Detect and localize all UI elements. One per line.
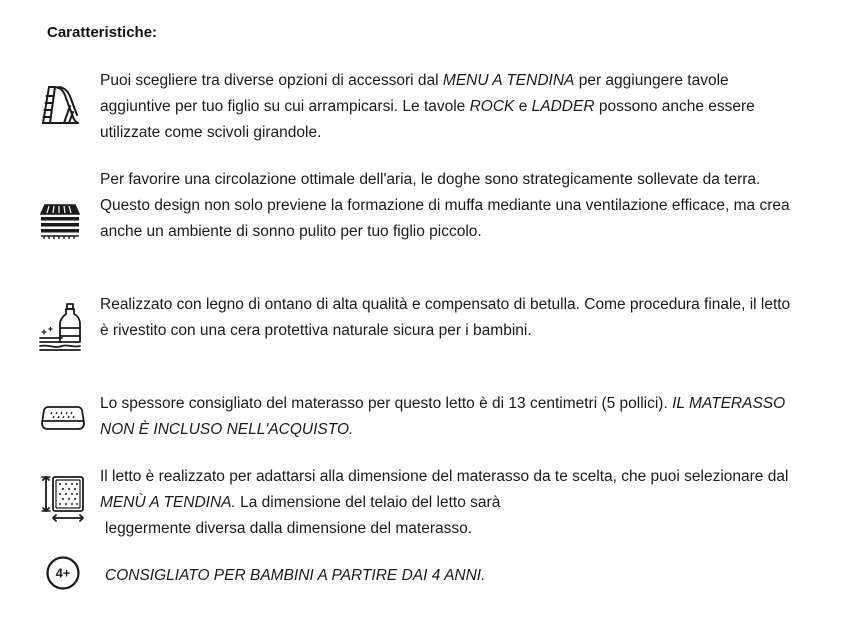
mattress-icon — [40, 405, 86, 431]
ladder-slide-icon — [40, 84, 80, 126]
wood-wax-icon — [38, 302, 82, 352]
feature-text: Lo spessore consigliato del materasso per questo letto è di 13 centimetri (5 pollici). IL MATERASSO NON È INCLUSO NELL'ACQUISTO. — [100, 395, 786, 438]
feature-text: Per favorire una circolazione ottimale dell'aria, le doghe sono strategicamente sollevate da terra. Questo design non solo previene la formazione di muffa mediante una ventilazione efficace, ma crea anche un ambiente di sonno pulito per tuo figlio piccolo. — [100, 171, 790, 240]
feature-text: Il letto è realizzato per adattarsi alla dimensione del materasso da te scelta, che puoi selezionare dal MENÙ A TENDINA. La dimensione del telaio del letto sarà leggermente diversa dalla dimensione del materasso. — [100, 468, 789, 537]
feature-text — [105, 563, 805, 589]
raised-slats-icon — [39, 203, 81, 241]
emphasis-age-recommendation: CONSIGLIATO PER BAMBINI A PARTIRE DAI 4 ANNI. — [105, 567, 486, 584]
mattress-size-icon — [40, 474, 86, 524]
emphasis-rock: ROCK — [469, 98, 515, 115]
feature-text: Puoi scegliere tra diverse opzioni di accessori dal MENU A TENDINA per aggiungere tavole aggiuntive per tuo figlio su cui arrampicarsi. Le tavole ROCK e LADDER possono anche essere utilizzate come scivoli girandole. — [100, 72, 755, 141]
age-badge-text: 4+ — [55, 565, 71, 581]
emphasis-not-included: IL MATERASSO NON È INCLUSO NELL'ACQUISTO. — [100, 395, 786, 438]
emphasis-menu: MENU A TENDINA — [442, 72, 575, 89]
emphasis-menu-dropdown: MENÙ A TENDINA. — [100, 494, 236, 511]
emphasis-ladder: LADDER — [531, 98, 595, 115]
features-heading: Caratteristiche: — [47, 24, 158, 41]
age-4-plus-icon — [45, 555, 81, 591]
feature-text: Realizzato con legno di ontano di alta qualità e compensato di betulla. Come procedura finale, il letto è rivestito con una cera protettiva naturale sicura per i bambini. — [100, 296, 791, 339]
